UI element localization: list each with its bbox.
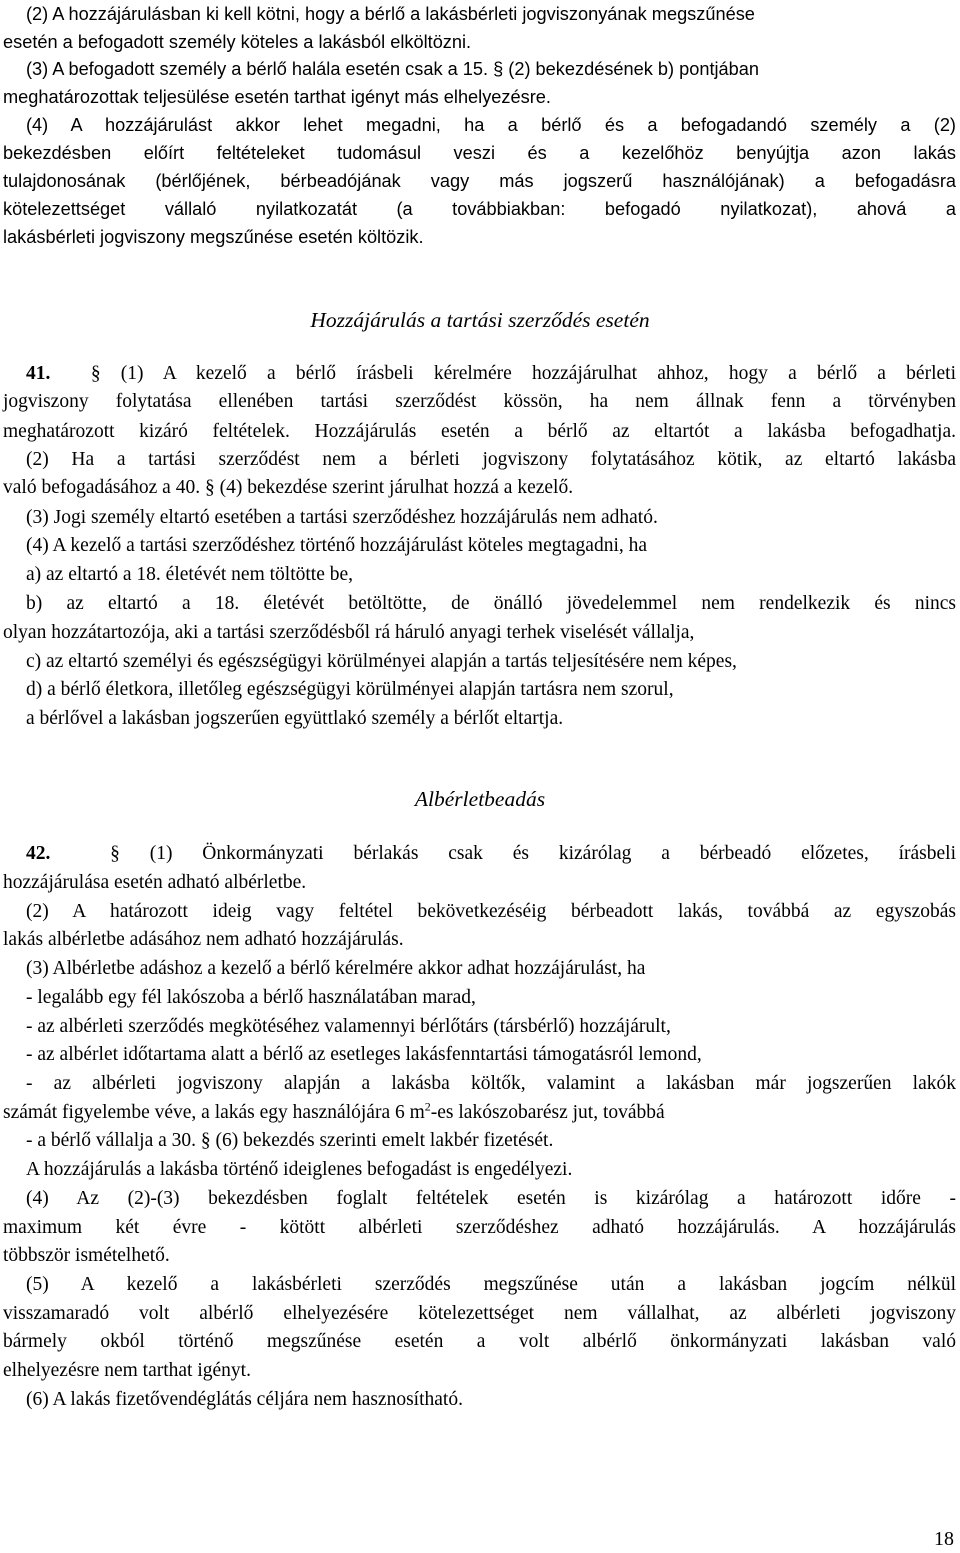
paragraph-line: maximum két évre - kötött albérleti szerződéshez adható hozzájárulás. A hozzájárulás bbox=[3, 1217, 956, 1238]
paragraph-line: bármely okból történő megszűnése esetén a volt albérlő önkormányzati lakásban való bbox=[3, 1331, 956, 1352]
line-text: -es lakószobarész jut, továbbá bbox=[430, 1102, 665, 1123]
superscript: 2 bbox=[424, 1099, 431, 1114]
line-text: § (1) A kezelő a bérlő írásbeli kérelmére hozzájárulhat ahhoz, hogy a bérlő a bérleti bbox=[90, 363, 956, 384]
paragraph-line: A hozzájárulás a lakásba történő ideiglenes befogadást is engedélyezi. bbox=[26, 1159, 573, 1180]
paragraph-line: jogviszony folytatása ellenében tartási szerződést kössön, ha nem állnak fenn a törvényben bbox=[3, 391, 956, 412]
paragraph-line: a bérlővel a lakásban jogszerűen együttlakó személy a bérlőt eltartja. bbox=[26, 708, 564, 729]
paragraph-line: - az albérleti szerződés megkötéséhez valamennyi bérlőtárs (társbérlő) hozzájárult, bbox=[26, 1016, 671, 1037]
paragraph-line: a) az eltartó a 18. életévét nem töltötte be, bbox=[26, 564, 354, 585]
paragraph-line: esetén a befogadott személy köteles a lakásból elköltözni. bbox=[3, 32, 472, 52]
paragraph-line: - az albérlet időtartama alatt a bérlő az esetleges lakásfenntartási támogatásról lemond, bbox=[26, 1044, 702, 1065]
paragraph-line: (2) A határozott ideig vagy feltétel bekövetkezéséig bérbeadott lakás, továbbá az egyszobás bbox=[26, 901, 956, 922]
line-text: § (1) Önkormányzati bérlakás csak és kizárólag a bérbeadó előzetes, írásbeli bbox=[110, 843, 956, 864]
paragraph-line: - a bérlő vállalja a 30. § (6) bekezdés szerinti emelt lakbér fizetését. bbox=[26, 1130, 554, 1151]
paragraph-line: visszamaradó volt albérlő elhelyezésére kötelezettséget nem vállalhat, az albérleti jogviszony bbox=[3, 1303, 956, 1324]
paragraph-line: (4) A kezelő a tartási szerződéshez történő hozzájárulást köteles megtagadni, ha bbox=[26, 535, 648, 556]
paragraph-line: meghatározott kizáró feltételek. Hozzájárulás esetén a bérlő az eltartót a lakásba befogadhatja. bbox=[3, 421, 956, 442]
paragraph-line: lakás albérletbe adásához nem adható hozzájárulás. bbox=[3, 929, 404, 950]
paragraph-line: b) az eltartó a 18. életévét betöltötte, de önálló jövedelemmel nem rendelkezik és nincs bbox=[26, 593, 956, 614]
paragraph-line: bekezdésben előírt feltételeket tudomásul veszi és a kezelőhöz benyújtja azon lakás bbox=[3, 143, 956, 163]
paragraph-line: c) az eltartó személyi és egészségügyi körülményei alapján a tartás teljesítésére nem képes, bbox=[26, 651, 737, 672]
paragraph-line: (5) A kezelő a lakásbérleti szerződés megszűnése után a lakásban jogcím nélkül bbox=[26, 1274, 956, 1295]
paragraph-line: (4) Az (2)-(3) bekezdésben foglalt feltételek esetén is kizárólag a határozott időre - bbox=[26, 1188, 956, 1209]
paragraph-line bbox=[0, 1099, 960, 1127]
section-heading: Albérletbeadás bbox=[414, 787, 546, 811]
paragraph-line: (3) Albérletbe adáshoz a kezelő a bérlő kérelmére akkor adhat hozzájárulást, ha bbox=[26, 958, 646, 979]
paragraph-line: tulajdonosának (bérlőjének, bérbeadójának vagy más jogszerű használójának) a befogadásra bbox=[3, 171, 956, 191]
section-heading: Hozzájárulás a tartási szerződés esetén bbox=[310, 308, 650, 332]
paragraph-line: kötelezettséget vállaló nyilatkozatát (a továbbiakban: befogadó nyilatkozat), ahová a bbox=[3, 199, 956, 219]
section-number: 42. bbox=[26, 843, 51, 864]
paragraph-line bbox=[0, 840, 960, 868]
paragraph-line: meghatározottak teljesülése esetén tarthat igényt más elhelyezésre. bbox=[3, 87, 551, 107]
line-text: számát figyelembe véve, a lakás egy használójára 6 m bbox=[3, 1102, 425, 1123]
paragraph-line: (6) A lakás fizetővendéglátás céljára nem hasznosítható. bbox=[26, 1389, 463, 1410]
paragraph-line: (3) Jogi személy eltartó esetében a tartási szerződéshez hozzájárulás nem adható. bbox=[26, 507, 658, 528]
paragraph-line bbox=[0, 360, 960, 388]
paragraph-line: (4) A hozzájárulást akkor lehet megadni, ha a bérlő és a befogadandó személy a (2) bbox=[26, 115, 956, 135]
section-number: 41. bbox=[26, 363, 51, 384]
paragraph-line: - legalább egy fél lakószoba a bérlő használatában marad, bbox=[26, 987, 476, 1008]
paragraph-line: elhelyezésre nem tarthat igényt. bbox=[3, 1360, 251, 1381]
paragraph-line: d) a bérlő életkora, illetőleg egészségügyi körülményei alapján tartásra nem szorul, bbox=[26, 679, 674, 700]
page-number: 18 bbox=[934, 1528, 954, 1550]
paragraph-line: lakásbérleti jogviszony megszűnése esetén költözik. bbox=[3, 227, 424, 247]
paragraph-line: (2) A hozzájárulásban ki kell kötni, hogy a bérlő a lakásbérleti jogviszonyának megszűnése bbox=[26, 4, 755, 24]
paragraph-line: (3) A befogadott személy a bérlő halála esetén csak a 15. § (2) bekezdésének b) pontjában bbox=[26, 59, 760, 79]
paragraph-line: olyan hozzátartozója, aki a tartási szerződésből rá háruló anyagi terhek viselését vállalja, bbox=[3, 622, 695, 643]
paragraph-line: hozzájárulása esetén adható albérletbe. bbox=[3, 872, 307, 893]
paragraph-line: (2) Ha a tartási szerződést nem a bérleti jogviszony folytatásához kötik, az eltartó lakásba bbox=[26, 449, 956, 470]
paragraph-line: való befogadásához a 40. § (4) bekezdése szerint járulhat hozzá a kezelő. bbox=[3, 477, 574, 498]
paragraph-line: többször ismételhető. bbox=[3, 1245, 170, 1266]
paragraph-line: - az albérleti jogviszony alapján a lakásba költők, valamint a lakásban már jogszerűen lakók bbox=[26, 1073, 956, 1094]
